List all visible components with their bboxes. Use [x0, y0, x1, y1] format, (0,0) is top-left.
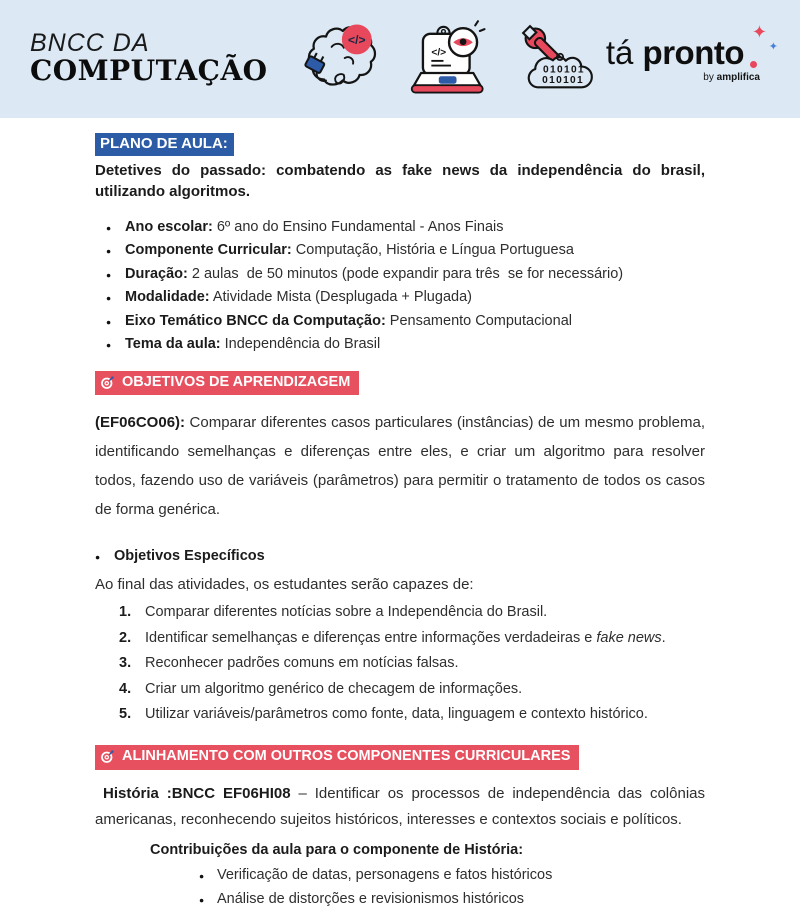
- section-header-alinhamento: [95, 745, 579, 769]
- tapronto-wordmark: [605, 21, 778, 71]
- meta-value: Pensamento Computacional: [385, 312, 572, 329]
- objective-number: 4.: [119, 680, 132, 697]
- objective-number: 2.: [119, 629, 132, 646]
- brand-dot-icon: [750, 61, 757, 68]
- meta-item-eixo-tematico: [125, 313, 705, 329]
- bncc-logo-line2: COMPUTAÇÃO: [30, 54, 268, 88]
- header-icons: [298, 15, 602, 103]
- meta-item-modalidade: [125, 289, 705, 305]
- wrench-binary-icon: [518, 15, 602, 103]
- section-header-objetivos: [95, 371, 359, 395]
- objective-number: 3.: [119, 655, 132, 672]
- meta-value: 2 aulas de 50 minutos (pode expandir para três se for necessário): [187, 265, 624, 282]
- brand-ta: tá: [605, 33, 643, 71]
- byline-by: by: [703, 71, 717, 83]
- target-icon: [100, 375, 115, 390]
- contrib-list: [95, 867, 705, 907]
- target-icon: [100, 749, 115, 764]
- objective-text: Utilizar variáveis/parâmetros como fonte, data, linguagem e contexto histórico.: [145, 706, 648, 723]
- byline-name: amplifica: [716, 71, 760, 83]
- brand-byline: [606, 72, 770, 83]
- bncc-logo-line1: BNCC DA: [30, 29, 150, 58]
- binary-text-2: 010101: [542, 74, 585, 86]
- binary-text-1: 010101: [543, 64, 585, 76]
- objective-number: 5.: [119, 706, 132, 723]
- section-title-alinhamento: ALINHAMENTO COM OUTROS COMPONENTES CURRICULARES: [122, 748, 571, 765]
- sparkle-red-icon: ✦: [751, 21, 767, 42]
- history-paragraph: [95, 781, 705, 833]
- meta-item-ano-escolar: [125, 219, 705, 235]
- objective-item-2: [119, 629, 705, 646]
- objective-text: Reconhecer padrões comuns em notícias falsas.: [145, 655, 459, 672]
- objective-item-1: [119, 604, 705, 621]
- tapronto-logo: [605, 21, 778, 83]
- objective-italic: fake news: [596, 629, 662, 646]
- brand-pronto: pronto: [642, 33, 744, 71]
- bncc-logo: [30, 29, 268, 88]
- objective-item-3: [119, 655, 705, 672]
- meta-item-tema: [125, 336, 705, 352]
- meta-value: Independência do Brasil: [220, 336, 381, 353]
- header-band: [0, 0, 800, 118]
- history-label: História :BNCC EF06HI08: [103, 784, 291, 802]
- code-glyph: </>: [348, 33, 366, 48]
- meta-label: Componente Curricular:: [125, 242, 292, 259]
- ef-description: Comparar diferentes casos particulares (instâncias) de um mesmo problema, identificando semelhanças e diferenças entre eles, e criar um algoritmo para resolver todos, fazendo uso de variáveis (parâmetros) para permitir o tratamento de todos os casos de forma genérica.: [95, 414, 705, 519]
- meta-item-componente: [125, 242, 705, 258]
- objective-text: Comparar diferentes notícias sobre a Independência do Brasil.: [145, 604, 548, 621]
- meta-label: Modalidade:: [125, 289, 210, 306]
- objective-number: 1.: [119, 604, 132, 621]
- meta-item-duracao: [125, 266, 705, 282]
- lesson-title: Detetives do passado: combatendo as fake news da independência do brasil, utilizando algoritmos.: [95, 162, 705, 201]
- meta-label: Eixo Temático BNCC da Computação:: [125, 312, 386, 329]
- brain-code-icon: [298, 15, 382, 103]
- objective-item-5: [119, 706, 705, 723]
- meta-value: 6º ano do Ensino Fundamental - Anos Finais: [212, 218, 504, 235]
- objective-text: Identificar semelhanças e diferenças entre informações verdadeiras e: [145, 629, 597, 646]
- lesson-meta-list: [95, 219, 705, 353]
- contrib-title: Contribuições da aula para o componente de História:: [150, 841, 524, 858]
- objective-text: Criar um algoritmo genérico de checagem de informações.: [145, 680, 523, 697]
- specific-objectives-title: ● Objetivos Específicos: [95, 548, 705, 564]
- specific-objectives-list: [95, 604, 705, 722]
- history-text: – Identificar os processos de independência das colônias americanas, reconhecendo sujeitos históricos, interesses e contextos sociais e políticos.: [95, 784, 705, 828]
- meta-label: Duração:: [125, 265, 188, 282]
- ef-code: (EF06CO06):: [95, 414, 186, 432]
- document-body: [0, 118, 800, 907]
- meta-value: Atividade Mista (Desplugada + Plugada): [209, 289, 472, 306]
- meta-label: Tema da aula:: [125, 336, 221, 353]
- specific-objectives-intro: Ao final das atividades, os estudantes serão capazes de:: [95, 576, 474, 594]
- laptop-inspect-icon: [408, 15, 492, 103]
- objective-post: .: [661, 629, 666, 646]
- contrib-item-2: ● Análise de distorções e revisionismos históricos: [217, 891, 705, 907]
- sparkle-blue-icon: ✦: [768, 40, 778, 53]
- meta-value: Computação, História e Língua Portuguesa: [291, 242, 574, 259]
- code-glyph: </>: [431, 47, 447, 59]
- plano-de-aula-label: PLANO DE AULA:: [95, 133, 234, 156]
- objective-item-4: [119, 680, 705, 697]
- ef-code-paragraph: [95, 409, 705, 525]
- contrib-item-1: ● Verificação de datas, personagens e fatos históricos: [217, 867, 705, 883]
- section-title-objetivos: OBJETIVOS DE APRENDIZAGEM: [122, 374, 351, 391]
- meta-label: Ano escolar:: [125, 218, 213, 235]
